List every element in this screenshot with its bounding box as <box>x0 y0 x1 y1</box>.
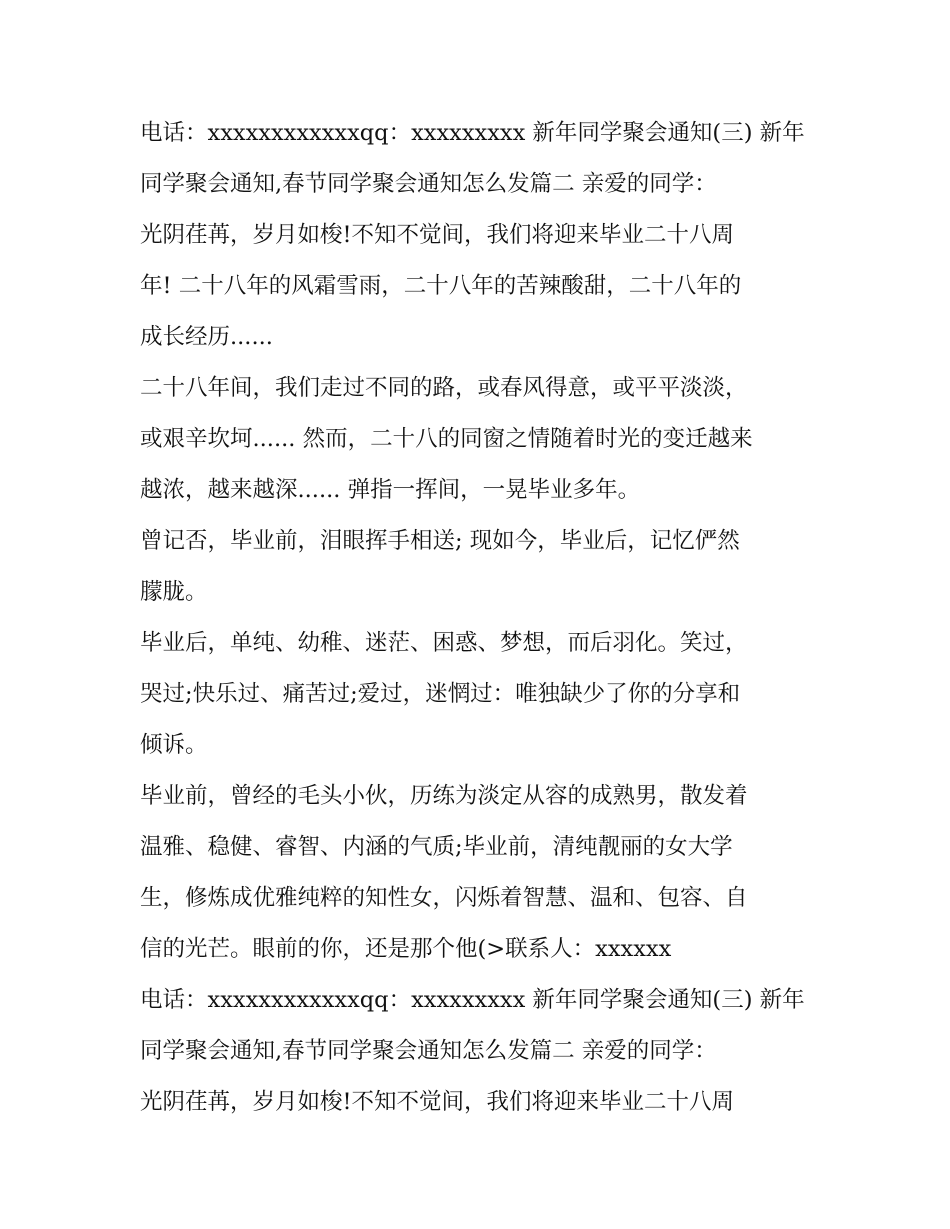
text-line: 曾记否，毕业前，泪眼挥手相送; 现如今，毕业后，记忆俨然 <box>140 528 740 554</box>
text-line: 毕业前，曾经的毛头小伙，历练为淡定从容的成熟男，散发着 <box>140 783 748 809</box>
text-line: 同学聚会通知,春节同学聚会通知怎么发篇二 亲爱的同学： <box>140 1038 717 1064</box>
text-line: 电话：xxxxxxxxxxxxqq：xxxxxxxxx 新年同学聚会通知(三) 新年 <box>140 987 805 1013</box>
text-line: 温雅、稳健、睿智、内涵的气质;毕业前，清纯靓丽的女大学 <box>140 834 733 860</box>
text-line: 信的光芒。眼前的你，还是那个他(>联系人：xxxxxx <box>140 936 672 962</box>
text-line: 生，修炼成优雅纯粹的知性女，闪烁着智慧、温和、包容、自 <box>140 885 748 911</box>
text-line: 或艰辛坎坷...... 然而，二十八的同窗之情随着时光的变迁越来 <box>140 426 753 452</box>
text-line: 毕业后，单纯、幼稚、迷茫、困惑、梦想，而后羽化。笑过， <box>140 630 748 656</box>
text-line: 朦胧。 <box>140 579 208 605</box>
text-line: 电话：xxxxxxxxxxxxqq：xxxxxxxxx 新年同学聚会通知(三) 新年 <box>140 120 805 146</box>
text-line: 哭过;快乐过、痛苦过;爱过，迷惘过：唯独缺少了你的分享和 <box>140 681 741 707</box>
text-line: 光阴荏苒，岁月如梭!不知不觉间，我们将迎来毕业二十八周 <box>140 222 735 248</box>
text-line: 越浓，越来越深...... 弹指一挥间，一晃毕业多年。 <box>140 477 641 503</box>
text-line: 光阴荏苒，岁月如梭!不知不觉间，我们将迎来毕业二十八周 <box>140 1089 735 1115</box>
text-line: 二十八年间，我们走过不同的路，或春风得意，或平平淡淡， <box>140 375 748 401</box>
text-line: 倾诉。 <box>140 732 208 758</box>
text-line: 同学聚会通知,春节同学聚会通知怎么发篇二 亲爱的同学： <box>140 171 717 197</box>
text-line: 成长经历...... <box>140 324 273 350</box>
document-body <box>140 108 820 1128</box>
text-line: 年! 二十八年的风霜雪雨，二十八年的苦辣酸甜，二十八年的 <box>140 273 742 299</box>
